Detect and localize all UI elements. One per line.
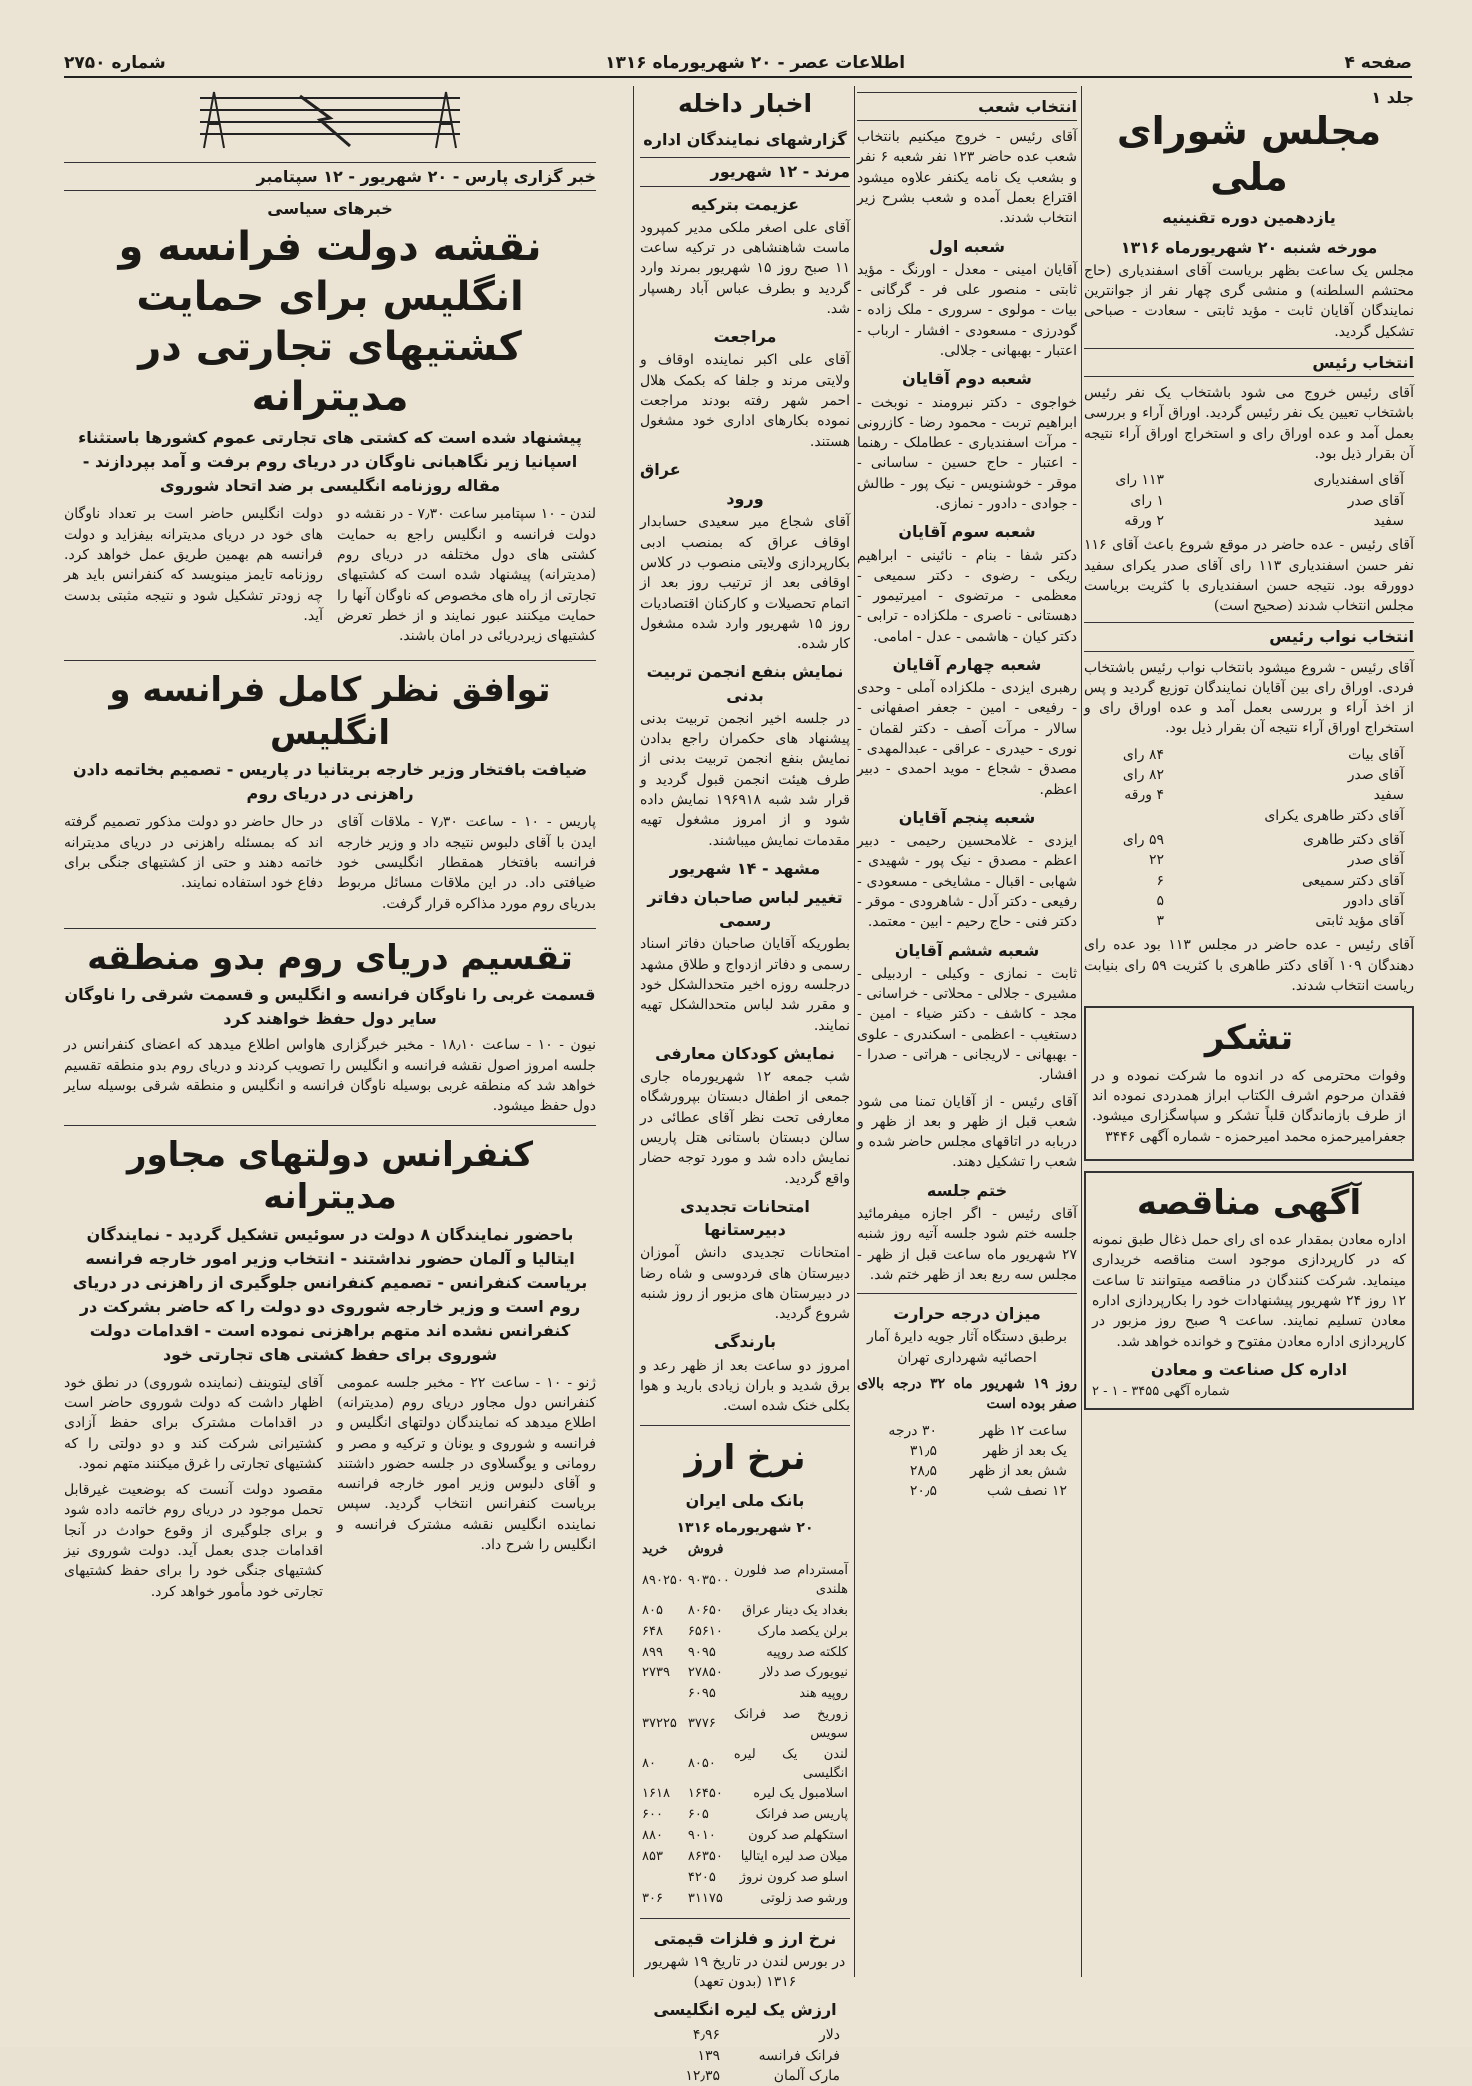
buy-rate: [640, 1684, 686, 1705]
domestic-news-column: [640, 86, 851, 2085]
tender-ad: [1084, 1171, 1414, 1410]
currency-value: ۴٫۹۶: [692, 2027, 720, 2044]
vote-count: ۶: [1156, 872, 1164, 889]
sell-rate: ۹۰۳۵۰۰: [687, 1572, 730, 1588]
thanks-notice: [1084, 1006, 1414, 1160]
news-text: آقای علی اصغر ملکی مدیر کمپرود ماست شاهنشاهی در ترکیه ساعت ۱۱ صبح روز ۱۵ شهریور بمرند وارد گردید و بطرف عباس آباد رهسپار شد.: [640, 219, 850, 317]
parliament-date: مورخه شنبه ۲۰ شهریورماه ۱۳۱۶: [1120, 237, 1378, 257]
buy-rate: ۶۰۰: [642, 1807, 663, 1823]
vote-count: ۱۱۳ رای: [1115, 472, 1164, 489]
table-row: [640, 1889, 850, 1910]
sell-rate: ۴۲۰۵: [687, 1869, 716, 1885]
close-heading: ختم جلسه: [926, 1180, 1008, 1200]
news-text: شب جمعه ۱۲ شهریورماه جاری جمعی از اطفال دبستان بپرورشگاه معارفی تحت نظر آقای عطائی در سالن دبستان باستانی هتل پاریس نمایش داده شد و مورد توجه حضار واقع گردید.: [640, 1069, 850, 1187]
currency-name: بغداد یک دینار عراق: [742, 1602, 848, 1618]
election-text: آقای رئیس خروج می شود باشتخاب یک نفر رئیس باشتخاب تعیین یک نفر رئیس گردید. اوراق آراء و بررسی بعمل آمد و عده اوراق رای و استخراج اوراق آراء نتیجه آن بقرار ذیل بود.: [1084, 385, 1414, 463]
buy-rate: ۲۷۳۹: [642, 1665, 670, 1681]
vote-count: ۸۲ رای: [1122, 767, 1164, 784]
currency-name: اسلامبول یک لیره: [753, 1786, 848, 1802]
news-heading: عراق: [640, 459, 681, 479]
radio-tower-icon: [180, 88, 480, 154]
article-body: [64, 1371, 596, 1608]
currency-name: پاریس صد فرانک: [755, 1807, 848, 1823]
sell-rate: ۳۱۱۷۵: [687, 1890, 723, 1906]
sell-rate: ۶۰۵: [687, 1807, 709, 1823]
currency-name: کلکته صد روپیه: [766, 1644, 848, 1660]
weather-table: [867, 1421, 1067, 1502]
divider: [857, 1293, 1077, 1294]
news-heading: مراجعت: [713, 327, 777, 347]
news-heading: نمایش کودکان معارفی: [655, 1043, 835, 1063]
weather-time: شش بعد از ظهر: [970, 1463, 1067, 1480]
news-text: بطوریکه آقایان صاحبان دفاتر اسناد رسمی و دفاتر ازدواج و طلاق مشهد درجلسه روزه اخیر متحدالشکل خود و مقرر شد لباس متحدالشکل تهیه نمایند.: [640, 936, 850, 1034]
vote-count: [1094, 806, 1164, 826]
vote-name: آقای مؤید ثابتی: [1315, 913, 1404, 930]
currency-name: لندن یک لیره انگلیسی: [733, 1746, 848, 1781]
news-heading: ورود: [726, 489, 764, 509]
article-text: در حال حاضر دو دولت مذکور تصمیم گرفته اند که بمسئله راهزنی در دریای مدیترانه خاتمه دهند و حتی از کشتیهای جنگی برای دفاع خود استفاده نمایند.: [64, 814, 323, 892]
close-note: آقای رئیس - از آقایان تمنا می شود شعب قبل از ظهر و بعد از ظهر و دربابه در اتاقهای مجلس حاضر شده و شعب را تشکیل دهند.: [857, 1093, 1077, 1171]
currency-value: ۱۲٫۳۵: [685, 2068, 720, 2085]
table-row: [640, 1705, 850, 1745]
london-rates-subtitle: در بورس لندن در تاریخ ۱۹ شهریور ۱۳۱۶ (بدون تعهد): [644, 1953, 846, 1990]
headline-deck: قسمت غربی را ناوگان فرانسه و انگلیس و قسمت شرقی را ناوگان سایر دول حفظ خواهند کرد: [64, 985, 596, 1029]
vote-name: سفید: [1373, 512, 1404, 529]
news-heading: امتحانات تجدیدی دبیرستانها: [680, 1196, 810, 1240]
news-text: آقای شجاع میر سعیدی حسابدار اوقاف عراق که بمنصب ادبی بکارپردازی ولایتی منصوب در کلاس اوقافی بعد از ترتیب روز بعد از اتمام تحصیلات و کارکنان اقتصادیات روز ۱۵ شهریور وارد شده مشغول کار شده.: [640, 514, 851, 653]
table-row: [640, 1622, 850, 1643]
sell-rate: ۸۰۶۵۰: [687, 1602, 723, 1618]
sell-rate: ۹۰۹۵: [687, 1644, 716, 1660]
currency-name: فرانک فرانسه: [758, 2047, 840, 2064]
article-text: مقصود دولت آنست که بوضعیت غیرقابل تحمل موجود در دریای روم خاتمه داده شود و برای جلوگیری از وقوع حوادث در آنجا اقدامات جدی بعمل آید. دولت شوروی نیز کشتیهای جنگی خود را برای حفظ کشتیهای تجارتی خود مأمور خواهد کرد.: [64, 1482, 323, 1600]
vote-count: ۵: [1156, 892, 1164, 909]
london-rates-table: [650, 2025, 840, 2086]
sell-rate: ۶۵۶۱۰: [687, 1623, 723, 1639]
table-header-row: [640, 1540, 850, 1561]
exchange-rates-table: [640, 1540, 850, 1909]
headline-two-zones: تقسیم دریای روم بدو منطقه: [87, 937, 573, 978]
branches-column: [857, 86, 1077, 1977]
article-text: ژنو - ۱۰ - ساعت ۲۲ - مخبر جلسه عمومی کنفرانس دول مجاور دریای روم (مدیترانه) اطلاع میدهد که نمایندگان دولتهای انگلیس و فرانسه و شوروی و یونان و ترکیه و مصر و رومانی و یوگسلاوی در جلسه حضور داشتند و آقای دلبوس وزیر امور خارجه فرانسه بریاست کنفرانس انتخاب گردید. سپس نماینده انگلیس نقشه مشترک فرانسه و انگلیس را شرح داد.: [337, 1374, 596, 1553]
currency-name: میلان صد لیره ایتالیا: [740, 1848, 848, 1864]
news-heading: بارندگی: [714, 1332, 776, 1352]
news-text: آقای علی اکبر نماینده اوقاف و ولایتی مرند و جلفا که بکمک هلال احمر شهر رفته بودند مراجعت نموده بکارهای اداری خود مشغول هستند.: [640, 352, 850, 450]
buy-rate: ۸۰: [642, 1756, 656, 1772]
vote-count: ۲ ورقه: [1124, 512, 1164, 529]
news-text: امتحانات تجدیدی دانش آموزان دبیرستان های فردوسی و شاه رضا در دبیرستان های مزبور از روز شنبه شروع گردید.: [640, 1245, 850, 1323]
table-row: [640, 1745, 850, 1785]
sell-rate: ۹۰۱۰: [687, 1828, 716, 1844]
branch-members: ایزدی - غلامحسین رحیمی - دبیر اعظم - مصدق - نیک پور - شهیدی - شهابی - اقبال - مشایخی - مسعودی - رفیعی - دکتر آدل - شاهرودی - موقر - دکتر فنی - حاج رحیم - ابین - معتمد.: [857, 833, 1077, 931]
weather-heading: میزان درجه حرارت: [893, 1304, 1041, 1324]
session-intro: مجلس یک ساعت بظهر برياست آقای اسفندیاری (حاج محتشم السلطنه) و منشی گری چهار نفر از جوانترین نمایندگان آقایان ثابت - مؤید ثابتی - سعادت - صباحی تشکیل گردید.: [1084, 262, 1414, 340]
exchange-rates-bank: بانک ملی ایران: [685, 1490, 805, 1510]
headline-mediterranean-plan: نقشه دولت فرانسه و انگلیس برای حمایت کشتیهای تجارتی در مدیترانه: [118, 224, 542, 421]
vote-table: [1094, 745, 1404, 826]
masthead-date: اطلاعات عصر - ۲۰ شهریورماه ۱۳۱۶: [605, 53, 906, 73]
weather-time: ۱۲ نصف شب: [987, 1483, 1067, 1500]
vote-name: آقای اسفندیاری: [1313, 472, 1404, 489]
deputy-result: آقای رئیس - عده حاضر در مجلس ۱۱۳ بود عده رای دهندگان ۱۰۹ آقای دکتر طاهری با کثریت ۵۹ رای بنیابت ریاست انتخاب شدند.: [1084, 937, 1415, 995]
table-row: [640, 1561, 850, 1601]
branch-members: ثابت - نمازی - وکیلی - اردبیلی - مشیری - جلالی - محلاتی - خراسانی - مجد - کاشف - دکتر ضیاء - امین - دستغیب - اعظمی - اسکندری - علوی - بهبهانی - لاریجانی - هراتی - صدرا - افشار.: [857, 965, 1077, 1084]
page-header: [64, 50, 1412, 78]
divider: [640, 1918, 850, 1919]
vote-name: آقای دکتر طاهری: [1302, 831, 1404, 848]
weather-value: ۳۰ درجه: [888, 1422, 937, 1439]
article-body: [64, 502, 596, 652]
buy-header: خرید: [642, 1542, 668, 1558]
buy-rate: ۱۶۱۸: [642, 1786, 670, 1802]
currency-name: اسلو صد کرون نروژ: [739, 1869, 848, 1885]
vote-count: ۱ رای: [1130, 492, 1164, 509]
branch-heading: شعبه دوم آقایان: [902, 369, 1032, 389]
table-row: [640, 1805, 850, 1826]
news-text: امروز دو ساعت بعد از ظهر رعد و برق شدید و باران زیادی بارید و هوا بکلی خنک شده است.: [640, 1357, 850, 1415]
currency-name: ورشو صد زلوتی: [760, 1890, 848, 1906]
branch-heading: شعبه اول: [929, 236, 1005, 256]
thanks-text: وفوات محترمی که در اندوه ما شرکت نموده و در فقدان مرحوم اشرف الکتاب ابراز همدردی نموده اند از طرف بازماندگان قلباً تشکر و سپاسگزاری میشود. جعفرامیرحمزه محمد امیرحمزه - شماره آگهی ۳۴۴۶: [1092, 1067, 1406, 1145]
close-text: آقای رئیس - اگر اجازه میفرمائید جلسه ختم شود جلسه آتیه روز شنبه ۲۷ شهریور ماه ساعت قبل از ظهر - مجلس سه ربع بعد از ظهر ختم شد.: [857, 1205, 1077, 1283]
buy-rate: ۸۵۳: [642, 1848, 663, 1864]
buy-rate: ۳۷۲۲۵: [642, 1716, 677, 1732]
volume-label: جلد ۱: [1371, 88, 1414, 107]
vote-count: ۵۹ رای: [1122, 831, 1164, 848]
table-row: [640, 1643, 850, 1664]
dateline: مرند - ۱۲ شهریور: [640, 157, 850, 186]
branches-intro: آقای رئیس - خروج میکنیم بانتخاب شعب عده حاضر ۱۲۳ نفر شعبه ۶ نفر و بشعب یک نامه یکنفر علاوه میشود اقتراع بعمل آمده و شعب بشرح زیر انتخاب شدند.: [857, 129, 1078, 227]
article-text: لندن - ۱۰ سپتامبر ساعت ۷٫۳۰ - در نقشه دو دولت فرانسه و انگلیس راجع به حمایت کشتی های دول مختلفه در دریای روم (مدیترانه) پیشنهاد شده است که کشتیهای تجارتی از راه های مخصوص که ناوگان آنها را حمایت میکنند عبور نمایند و از خطر تعرض کشتیهای زیردریائی در امان باشند.: [337, 506, 596, 645]
weather-value: ۲۸٫۵: [909, 1463, 937, 1480]
article-subcolumn: [64, 1371, 323, 1608]
weather-text: روز ۱۹ شهریور ماه ۳۲ درجه بالای صفر بوده است: [857, 1375, 1077, 1413]
sell-rate: ۱۶۴۵۰: [687, 1786, 723, 1802]
foreign-news-column: [64, 86, 596, 1977]
branch-members: آقایان امینی - معدل - اورنگ - مؤید ثابتی - منصور علی فر - گرگانی - بیات - مولوی - سروری - ملک زاده - گودرزی - مسعودی - افشار - ارباب - اعتبار - بهبهانی - جلالی.: [857, 261, 1077, 360]
news-heading: مشهد - ۱۴ شهریور: [669, 858, 821, 878]
vote-name: آقای دکتر سمیعی: [1301, 872, 1404, 889]
table-row: [640, 1684, 850, 1705]
table-row: [640, 1868, 850, 1889]
buy-rate: ۸۸۰: [642, 1828, 663, 1844]
weather-time: ساعت ۱۲ ظهر: [979, 1422, 1067, 1439]
news-agency-logo: [64, 86, 596, 156]
vote-name: آقای دادور: [1343, 892, 1404, 909]
currency-name: دلار: [819, 2027, 840, 2044]
news-text: در جلسه اخیر انجمن تربیت بدنی پیشنهاد های حکمران راجع بدادن نمایش بنفع انجمن تربیت بدنی از طرف هیئت انجمن قبول گردید و قرار شد شبه ۱۹۶۹۱۸ نمایش داده شود و از امروز مشغول تهیه مقدمات نمایش میباشند.: [640, 710, 850, 849]
branch-heading: شعبه سوم آقایان: [898, 522, 1036, 542]
sell-rate: ۶۰۹۵: [687, 1686, 716, 1702]
table-row: [640, 1784, 850, 1805]
vote-count: ۴ ورقه: [1124, 787, 1164, 804]
weather-subheading: برطبق دستگاه آثار جویه دایرهٔ آمار احصائیه شهرداری تهران: [866, 1329, 1068, 1366]
buy-rate: [640, 1868, 686, 1889]
branch-members: دکتر شفا - بنام - نائینی - ابراهیم ریکی - رضوی - دکتر سمیعی - معظمی - مرتضوی - امیرتیمور - دهستانی - ناصری - ملکزاده - ترابی - دکتر کیان - هاشمی - عدل - امامی.: [857, 547, 1077, 645]
sell-header: فروش: [687, 1542, 724, 1558]
buy-rate: ۸۹۹: [642, 1644, 663, 1660]
parliament-title: مجلس شورای ملی: [1116, 109, 1382, 199]
vote-name: آقای صدر: [1347, 852, 1404, 869]
article-text: دولت انگلیس حاضر است بر تعداد ناوگان های خود در دریای مدیترانه بیفزاید و دولت فرانسه هم بهمین طریق عمل خواهد کرد. روزنامه تایمز مینویسد که کنفرانس باید هر چه زودتر تشکیل شود و نتیجه مثبتی بدست آید.: [64, 506, 323, 624]
branch-heading: شعبه ششم آقایان: [894, 940, 1040, 960]
branch-heading: شعبه چهارم آقایان: [892, 654, 1042, 674]
parliament-subtitle: یازدهمین دوره تقنینیه: [1162, 208, 1336, 228]
divider: [64, 928, 596, 929]
currency-name: استکهلم صد کرون: [748, 1828, 848, 1844]
weather-value: ۳۱٫۵: [909, 1442, 937, 1459]
divider: [64, 660, 596, 661]
branch-members: خواجوی - دکتر نبرومند - نوبخت - ابراهیم تربت - محمود رضا - کازرونی - مرآت اسفندیاری - عطاملک - رهنما - اعتبار - حاج حسین - ساسانی - موقر - خوشنویس - نیک پور - طالش - جوادی - دادور - نمازی.: [857, 394, 1077, 513]
vote-name: سفید: [1373, 787, 1404, 804]
table-row: [640, 1826, 850, 1847]
exchange-rates-title: نرخ ارز: [684, 1437, 806, 1478]
currency-name: روپیه هند: [799, 1686, 848, 1702]
sell-rate: ۸۶۳۵۰: [687, 1848, 723, 1864]
table-row: [640, 1847, 850, 1868]
london-rates-title: نرخ ارز و فلزات قیمتی: [653, 1928, 837, 1948]
political-news-label: خبرهای سیاسی: [267, 199, 393, 219]
tender-footer: اداره کل صناعت و معادن: [1150, 1359, 1348, 1379]
table-row: [640, 1663, 850, 1684]
vote-table: [1094, 830, 1404, 931]
currency-name: زوریخ صد فرانک سویس: [733, 1707, 848, 1741]
buy-rate: ۳۰۶: [642, 1890, 663, 1906]
table-row: [640, 1601, 850, 1622]
weather-time: یک بعد از ظهر: [983, 1442, 1067, 1459]
column-rule: [1081, 86, 1082, 1977]
tender-text: اداره معادن بمقدار عده ای رای حمل ذغال طبق نمونه که در کارپردازی موجود است مناقصه خریداری مینماید. شرکت کنندگان در مناقصه میتوانند تا ساعت ۱۲ روز ۲۴ شهریور پیشنهادات خود را بکارپردازی اداره معادن تسلیم نمایند. ساعت ۹ صبح روز مزبور در کارپردازی اداره معادن مفتوح و خوانده خواهد شد.: [1092, 1232, 1407, 1350]
sell-rate: ۳۷۷۶: [687, 1716, 716, 1732]
article-body: [64, 810, 596, 919]
headline-deck: پیشنهاد شده است که کشتی های تجارتی عموم کشورها باستثناء اسپانیا زیر نگاهبانی ناوگان در دریای روم برفت و آمد بپردازند - مقاله روزنامه انگلیسی بر ضد اتحاد شوروی: [78, 428, 582, 496]
parliament-column: [1084, 86, 1414, 1977]
vote-name: آقای صدر: [1347, 767, 1404, 784]
buy-rate: ۸۹۰۲۵۰: [642, 1572, 684, 1588]
exchange-rates-date: ۲۰ شهریورماه ۱۳۱۶: [676, 1520, 814, 1537]
vote-name: آقای صدر: [1347, 492, 1404, 509]
tender-number: شماره آگهی ۳۴۵۵ - ۱ - ۲: [1092, 1384, 1230, 1400]
article-text: پاریس - ۱۰ - ساعت ۷٫۳۰ - ملاقات آقای ایدن با آقای دلبوس نتیجه داد و وزیر خارجه فرانسه بافتخار همقطار انگلیسی خود ضیافتی داد. در این ملاقات مسائل مربوط بدریای روم مورد مذاکره قرار گرفت.: [337, 814, 596, 912]
headline-deck: ضیافت بافتخار وزیر خارجه بریتانیا در پاریس - تصمیم بخاتمه دادن راهزنی در دریای روم: [72, 760, 588, 804]
tender-title: آگهی مناقصه: [1136, 1182, 1362, 1223]
section-heading: انتخاب نواب رئیس: [1084, 622, 1414, 651]
branch-members: رهبری ایزدی - ملکزاده آملی - وحدی - رفیعی - امین - جعفر اصفهانی - سالار - مرآت آصف - دکتر لقمان - نوری - حیدری - عراقی - عبدالمهدی - مصدق - شجاع - موید احمدی - دبیر اعظم.: [857, 680, 1077, 798]
branches-heading: انتخاب شعب: [857, 92, 1077, 121]
news-heading: تغییر لباس صاحبان دفاتر رسمی: [647, 888, 843, 931]
vote-table: [1094, 470, 1404, 531]
branch-heading: شعبه پنجم آقایان: [898, 807, 1036, 827]
currency-name: برلن یکصد مارک: [757, 1623, 848, 1639]
news-heading: نمایش بنفع انجمن تربیت بدنی: [646, 662, 844, 705]
divider: [64, 1125, 596, 1126]
column-rule: [854, 86, 855, 1977]
buy-rate: ۶۴۸: [642, 1623, 663, 1639]
domestic-news-subtitle: گزارشهای نمایندگان اداره: [643, 130, 847, 150]
currency-name: مارک آلمان: [773, 2068, 840, 2085]
column-rule: [633, 86, 634, 1977]
thanks-title: تشکر: [1204, 1018, 1294, 1059]
article-text: نیون - ۱۰ - ساعت ۱۸٫۱۰ - مخبر خبرگزاری هاواس اطلاع میدهد که اعضای کنفرانس در جلسه امروز اصول نقشه فرانسه و انگلیس را تصویب کردند و دریای روم بدو منطقه تقسیم خواهد شد که منطقه غربی بوسیله ناوگان فرانسه و انگلیس و منطقه شرقی بوسیله سایر دول حفظ میشود.: [64, 1037, 597, 1115]
page-number: صفحه ۴: [1344, 53, 1412, 73]
section-heading: انتخاب رئیس: [1084, 348, 1414, 377]
divider: [640, 1425, 850, 1426]
london-value-heading: ارزش یک لیره انگلیسی: [653, 2000, 837, 2020]
domestic-news-title: اخبار داخله: [677, 89, 813, 118]
article-text: آقای لیتوینف (نماینده شوروی) در نطق خود اظهار داشت که دولت شوروی حاضر است در اقدامات مشترک برای حفظ آزادی کشتیرانی شرکت کند و دو دولتی را که کشتیهای تجارتی را غرق میکنند متهم نمود.: [64, 1374, 323, 1472]
vote-count: ۳: [1156, 913, 1164, 930]
vote-count: ۸۴ رای: [1122, 746, 1164, 763]
agency-dateline: خبر گزاری پارس - ۲۰ شهریور - ۱۲ سپتامبر: [64, 162, 596, 191]
headline-conference: کنفرانس دولتهای مجاور مدیترانه: [126, 1134, 534, 1218]
currency-value: ۱۳۹: [697, 2047, 720, 2064]
sell-rate: ۸۰۵۰: [687, 1756, 716, 1772]
headline-agreement: توافق نظر کامل فرانسه و انگلیس: [109, 670, 551, 753]
vote-name: آقای بیات: [1348, 746, 1404, 763]
buy-rate: ۸۰۵: [642, 1602, 663, 1618]
currency-name: آمستردام صد فلورن هلندی: [733, 1563, 848, 1597]
news-heading: عزیمت بترکیه: [690, 194, 800, 214]
election-result: آقای رئیس - عده حاضر در موقع شروع باعث آقای ۱۱۶ نفر حسن اسفندیاری ۱۱۳ رای آقای صدر یکرای سفید دوورقه بود. نتیجه حسن اسفندیاری با کثریت برياست مجلس انتخاب شدند (صحیح است): [1084, 537, 1414, 615]
deputy-text: آقای رئیس - شروع میشود بانتخاب نواب رئیس باشتخاب فردی. اوراق رای بین آقایان نمایندگان توزیع گردید و پس از اخذ آراء و بررسی بعمل آمد و عده اوراق رای و استخراج اوراق آراء نتیجه آن بقرار ذیل بود.: [1084, 659, 1414, 737]
issue-number: شماره ۲۷۵۰: [64, 53, 166, 73]
headline-deck: باحضور نمایندگان ۸ دولت در سوئیس تشکیل گردید - نمایندگان ایتالیا و آلمان حضور نداشتند - انتخاب وزیر امور خارجه فرانسه بریاست کنفرانس - تصمیم کنفرانس جلوگیری از راهزنی در دریای روم است و وزیر خارجه شوروی دو دولت را که حاضر بشرکت در کنفرانس نشده اند متهم براهزنی نموده است - اقدامات دولت شوروی برای حفظ کشتی های تجارتی خود: [72, 1224, 588, 1364]
vote-name: آقای دکتر طاهری یکرای: [1264, 807, 1404, 824]
weather-value: ۲۰٫۵: [909, 1483, 937, 1500]
vote-count: ۲۲: [1148, 852, 1164, 869]
currency-name: نیویورک صد دلار: [759, 1665, 848, 1681]
sell-rate: ۲۷۸۵۰: [687, 1665, 723, 1681]
